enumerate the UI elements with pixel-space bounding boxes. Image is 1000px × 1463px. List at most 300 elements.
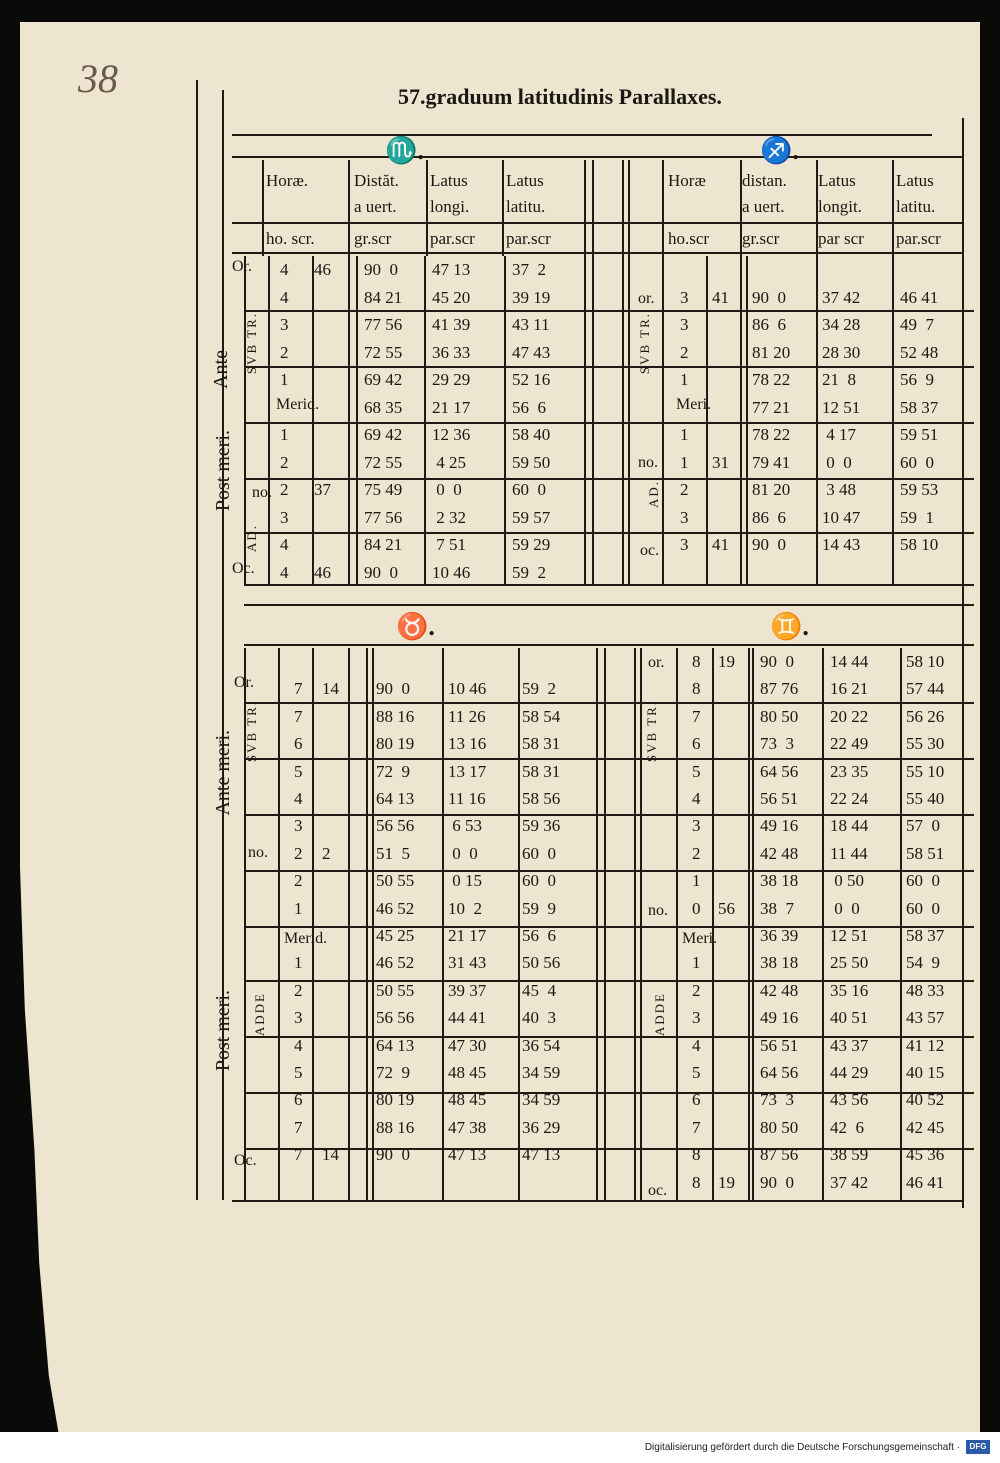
table-cell: 58 31 [522, 734, 561, 754]
footer-credit: Digitalisierung gefördert durch die Deutsche Forschungsgemeinschaft · [644, 1442, 960, 1453]
column-divider [900, 648, 902, 1200]
table-cell: 10 2 [448, 898, 482, 918]
table-cell: 59 1 [900, 507, 934, 527]
table-cell: 8 [692, 652, 701, 671]
table-cell: 46 41 [900, 287, 939, 307]
table-cell: 60 0 [900, 452, 934, 472]
table-cell: 60 0 [512, 480, 546, 499]
table-cell: 42 6 [830, 1117, 864, 1137]
table-cell: 11 26 [448, 706, 486, 726]
handwritten-page-number: 38 [78, 56, 118, 101]
sign-taurus: ♉. [396, 612, 435, 641]
table-cell: 3 [680, 507, 689, 527]
label-no-s: no. [648, 902, 668, 919]
table-cell: 5 [692, 761, 701, 781]
table-cell: 36 54 [522, 1035, 561, 1055]
table-cell: 3 [294, 1008, 303, 1028]
table-cell: 60 0 [522, 871, 556, 891]
table-cell: 20 22 [830, 706, 869, 726]
table-cell: 56 56 [376, 816, 415, 836]
table-cell: 47 13 [522, 1145, 561, 1165]
row-rule [244, 758, 974, 760]
header-lat-long-sub: longit. [818, 197, 862, 216]
table-cell: 28 30 [822, 342, 861, 362]
table-cell: 14 [322, 1145, 339, 1165]
table-cell: 37 42 [822, 287, 861, 307]
column-divider [278, 648, 280, 1200]
table-cell: 88 16 [376, 706, 415, 726]
table-cell: 49 16 [760, 816, 799, 836]
table-cell: 80 50 [760, 706, 799, 726]
table-cell: 86 6 [752, 507, 786, 527]
table-cell: 58 51 [906, 843, 945, 863]
table-cell: 72 55 [364, 452, 403, 472]
column-divider [312, 648, 314, 1200]
table-cell: 43 37 [830, 1035, 869, 1055]
table-cell: 21 17 [448, 926, 487, 945]
table-cell: 0 50 [830, 871, 864, 891]
header-lat-lat-sub: latitu. [506, 197, 546, 216]
table-cell: 77 56 [364, 315, 403, 334]
row-rule [244, 366, 974, 368]
table-cell: 10 47 [822, 507, 861, 527]
side-label-post-meri: Post meri. [212, 990, 234, 1072]
table-cell: 7 [294, 706, 303, 726]
header-divider [426, 160, 428, 256]
table-cell: 7 [294, 1145, 303, 1165]
table-cell: 2 [692, 843, 701, 863]
table-cell: 38 59 [830, 1145, 869, 1165]
dfg-logo: DFG [966, 1440, 990, 1454]
table-cell: 48 33 [906, 980, 945, 1000]
table-cell: 37 2 [512, 260, 546, 279]
label-oc-s: oc. [640, 542, 660, 559]
table-cell: 47 43 [512, 342, 551, 362]
header-hours: Horæ [668, 171, 706, 190]
column-divider [312, 256, 314, 584]
side-adde-1: ADDE [252, 992, 267, 1037]
column-divider [640, 648, 642, 1200]
column-divider [892, 256, 894, 584]
table-cell: 69 42 [364, 370, 403, 389]
table-cell: 59 2 [522, 679, 556, 699]
table-cell: 19 [718, 1172, 735, 1192]
table-cell: 90 0 [760, 652, 794, 671]
table-cell: 6 [294, 734, 303, 754]
table-cell: 46 52 [376, 953, 415, 973]
table-cell: 59 51 [900, 425, 939, 444]
table-cell: 2 [280, 452, 289, 472]
table-cell: 45 20 [432, 287, 471, 307]
table-cell: 68 35 [364, 397, 403, 417]
table-cell: 40 3 [522, 1008, 556, 1028]
table-cell: 21 8 [822, 370, 856, 389]
table-cell: 3 [280, 315, 289, 334]
table-cell: 0 15 [448, 871, 482, 891]
column-divider [676, 648, 678, 1200]
side-ad-2: AD. [646, 480, 661, 509]
table-cell: 49 7 [900, 315, 934, 334]
table-cell: 80 19 [376, 734, 415, 754]
row-rule [244, 478, 974, 480]
table-cell: 56 26 [906, 706, 945, 726]
table-cell: 2 [692, 980, 701, 1000]
table-cell: 6 [692, 734, 701, 754]
table-cell: 43 56 [830, 1090, 869, 1110]
header-lat-long-sub: longi. [430, 197, 470, 216]
footer-bar [0, 1432, 1000, 1463]
table-cell: 7 [692, 1117, 701, 1137]
table-cell: 2 [294, 843, 303, 863]
table-cell: 50 55 [376, 980, 415, 1000]
table-cell: 72 9 [376, 1063, 410, 1082]
table-cell: 5 [294, 761, 303, 781]
table-cell: 16 21 [830, 679, 869, 699]
table-cell: 58 10 [906, 652, 945, 671]
table-cell: 1 [294, 898, 303, 918]
table-cell: 7 [294, 679, 303, 699]
table-cell: 6 53 [448, 816, 482, 836]
row-rule [244, 532, 974, 534]
table-cell: 7 [294, 1117, 303, 1137]
table-cell: 12 51 [830, 926, 869, 945]
table-cell: 7 [692, 706, 701, 726]
side-adde-2: ADDE [652, 992, 667, 1037]
table-cell: 46 52 [376, 898, 415, 918]
page-title: 57.graduum latitudinis Parallaxes. [398, 84, 722, 109]
table-cell: 64 56 [760, 1063, 799, 1082]
table-cell: 3 [294, 816, 303, 836]
row-rule [244, 584, 974, 586]
header-lat-lat: Latus [896, 171, 934, 190]
table-cell: 38 18 [760, 871, 799, 891]
table-cell: 90 0 [752, 287, 786, 307]
table-cell: 58 56 [522, 789, 561, 808]
header-divider [892, 160, 894, 256]
side-ad-1: AD. [244, 524, 259, 553]
table-cell: 3 [692, 1008, 701, 1028]
header-hours: Horæ. [266, 171, 309, 190]
header-unit-par: par scr [818, 229, 864, 248]
header-rule [232, 222, 962, 224]
label-no-s: no. [638, 454, 658, 471]
table-cell: 31 [712, 452, 729, 472]
row-rule [244, 870, 974, 872]
table-cell: 3 [680, 535, 689, 554]
table-cell: 58 37 [900, 397, 939, 417]
table-cell: 0 0 [448, 843, 478, 863]
table-cell: 69 42 [364, 425, 403, 444]
side-label-ante: Ante [210, 350, 232, 389]
table-cell: 0 0 [432, 480, 462, 499]
table-cell: 2 32 [432, 507, 466, 527]
header-divider [502, 160, 504, 256]
table-cell: 2 [322, 843, 331, 863]
table-cell: 5 [294, 1063, 303, 1082]
column-divider [424, 256, 426, 584]
table-cell: 4 [280, 260, 289, 279]
column-divider [366, 648, 368, 1200]
table-cell: 3 [692, 816, 701, 836]
table-cell: 4 [294, 1035, 303, 1055]
table-cell: 56 56 [376, 1008, 415, 1028]
table-cell: 41 [712, 287, 729, 307]
label-or-s: or. [648, 654, 665, 671]
table-cell: 19 [718, 652, 735, 671]
table-cell: 1 [280, 370, 289, 389]
table-cell: 5 [692, 1063, 701, 1082]
top-rule [232, 134, 932, 136]
table-cell: 90 0 [760, 1172, 794, 1192]
table-cell: 13 16 [448, 734, 487, 754]
table-cell: 4 25 [432, 452, 466, 472]
table-cell: 40 52 [906, 1090, 945, 1110]
table-cell: 43 57 [906, 1008, 945, 1028]
column-divider [746, 256, 748, 584]
table-cell: 86 6 [752, 315, 786, 334]
table-cell: 1 [692, 953, 701, 973]
rule [232, 156, 964, 158]
table-cell: 14 43 [822, 535, 861, 554]
table-cell: 78 22 [752, 370, 791, 389]
header-divider [662, 160, 664, 256]
column-divider [372, 648, 374, 1200]
table-cell: 18 44 [830, 816, 869, 836]
table-cell: 52 16 [512, 370, 551, 389]
row-rule [244, 310, 974, 312]
table-cell: 0 [692, 898, 701, 918]
table-cell: 3 [280, 507, 289, 527]
table-cell: 38 7 [760, 898, 794, 918]
header-distance: Distăt. [354, 171, 399, 190]
column-divider [592, 256, 594, 584]
column-divider [518, 648, 520, 1200]
column-divider [604, 648, 606, 1200]
side-label-ante-meri: Ante meri. [212, 730, 234, 816]
table-cell: 4 [280, 287, 289, 307]
column-divider [816, 256, 818, 584]
table-cell: 73 3 [760, 1090, 794, 1110]
column-divider [822, 648, 824, 1200]
column-divider [504, 256, 506, 584]
header-distance-sub: a uert. [742, 197, 785, 216]
header-lat-long: Latus [818, 171, 856, 190]
table-cell: 8 [692, 1145, 701, 1165]
label-no: no. [252, 484, 272, 501]
header-divider [592, 160, 594, 256]
table-cell: 84 21 [364, 535, 403, 554]
table-cell: 6 [294, 1090, 303, 1110]
header-unit-hours: ho. scr. [266, 229, 315, 248]
table-cell: 50 56 [522, 953, 561, 973]
label-no: no. [248, 844, 268, 861]
table-cell: 56 [718, 898, 735, 918]
table-cell: 42 48 [760, 980, 799, 1000]
table-cell: 4 [280, 535, 289, 554]
table-cell: 47 30 [448, 1035, 487, 1055]
table-cell: 75 49 [364, 480, 403, 499]
table-cell: 8 [692, 679, 701, 699]
table-cell: 12 51 [822, 397, 861, 417]
table-cell: 41 12 [906, 1035, 945, 1055]
table-cell: 60 0 [522, 843, 556, 863]
table-cell: 3 [680, 287, 689, 307]
header-divider [816, 160, 818, 256]
header-unit-par2: par.scr [896, 229, 941, 248]
table-cell: 4 [692, 1035, 701, 1055]
table-cell: 87 76 [760, 679, 799, 699]
table-cell: 80 50 [760, 1117, 799, 1137]
header-distance: distan. [742, 171, 787, 190]
label-oc-s: oc. [648, 1182, 668, 1199]
table-cell: 47 13 [448, 1145, 487, 1165]
table-cell: 90 0 [364, 562, 398, 582]
table-cell: 22 24 [830, 789, 869, 808]
table-cell: 60 0 [906, 871, 940, 891]
label-meri: Meri. [682, 930, 718, 947]
header-unit-deg: gr.scr [742, 229, 780, 248]
table-cell: 0 0 [830, 898, 860, 918]
table-cell: 11 44 [830, 843, 868, 863]
table-cell: 36 33 [432, 342, 471, 362]
table-cell: 56 51 [760, 1035, 799, 1055]
table-cell: 1 [294, 953, 303, 973]
table-cell: 54 9 [906, 953, 940, 973]
table-cell: 29 29 [432, 370, 471, 389]
table-cell: 60 0 [906, 898, 940, 918]
label-oc: Oc. [232, 560, 255, 577]
table-cell: 34 28 [822, 315, 861, 334]
table-cell: 42 45 [906, 1117, 945, 1137]
column-divider [348, 648, 350, 1200]
column-divider [356, 256, 358, 584]
table-cell: 57 0 [906, 816, 940, 836]
table-cell: 90 0 [752, 535, 786, 554]
frame-left [196, 80, 198, 1200]
table-cell: 81 20 [752, 342, 791, 362]
column-divider [622, 256, 624, 584]
table-cell: 50 55 [376, 871, 415, 891]
column-divider [748, 648, 750, 1200]
table-cell: 38 18 [760, 953, 799, 973]
sign-gemini: ♊. [770, 612, 809, 641]
header-rule [232, 252, 962, 254]
table-cell: 11 16 [448, 789, 486, 808]
table-cell: 81 20 [752, 480, 791, 499]
table-cell: 1 [680, 452, 689, 472]
table-cell: 46 41 [906, 1172, 945, 1192]
column-divider [752, 648, 754, 1200]
table-cell: 40 15 [906, 1063, 945, 1082]
table-cell: 21 17 [432, 397, 471, 417]
table-cell: 44 29 [830, 1063, 869, 1082]
table-cell: 8 [692, 1172, 701, 1192]
table-cell: 58 31 [522, 761, 561, 781]
table-cell: 23 35 [830, 761, 869, 781]
table-cell: 47 13 [432, 260, 471, 279]
table-cell: 42 48 [760, 843, 799, 863]
side-subtr-4: SVB TR. [644, 700, 659, 763]
header-divider [262, 160, 264, 256]
table-cell: 58 10 [900, 535, 939, 554]
table-cell: 56 51 [760, 789, 799, 808]
table-cell: 55 40 [906, 789, 945, 808]
table-cell: 1 [680, 370, 689, 389]
table-cell: 48 45 [448, 1090, 487, 1110]
table-cell: 90 0 [376, 1145, 410, 1165]
table-cell: 2 [280, 480, 289, 499]
table-cell: 2 [294, 871, 303, 891]
table-cell: 78 22 [752, 425, 791, 444]
column-divider [596, 648, 598, 1200]
table-cell: 40 51 [830, 1008, 869, 1028]
table-cell: 1 [692, 871, 701, 891]
table-cell: 34 59 [522, 1063, 561, 1082]
column-divider [628, 256, 630, 584]
header-unit-hours: ho.scr [668, 229, 710, 248]
table-cell: 2 [280, 342, 289, 362]
table-cell: 56 9 [900, 370, 934, 389]
table-cell: 3 [680, 315, 689, 334]
table-cell: 73 3 [760, 734, 794, 754]
column-divider [662, 256, 664, 584]
frame-right [962, 118, 964, 1208]
table-cell: 59 53 [900, 480, 939, 499]
header-divider [622, 160, 624, 256]
header-lat-lat: Latus [506, 171, 544, 190]
table-cell: 39 37 [448, 980, 487, 1000]
table-cell: 72 9 [376, 761, 410, 781]
table-cell: 55 30 [906, 734, 945, 754]
table-cell: 59 9 [522, 898, 556, 918]
table-cell: 13 17 [448, 761, 487, 781]
label-meri: Meri. [676, 396, 712, 413]
column-divider [268, 256, 270, 584]
table-cell: 64 13 [376, 1035, 415, 1055]
table-cell: 10 46 [432, 562, 471, 582]
table-cell: 41 [712, 535, 729, 554]
table-cell: 45 25 [376, 926, 415, 945]
column-divider [634, 648, 636, 1200]
header-divider [740, 160, 742, 256]
table-cell: 57 44 [906, 679, 945, 699]
table-cell: 22 49 [830, 734, 869, 754]
table-cell: 2 [680, 480, 689, 499]
header-divider [584, 160, 586, 256]
header-lat-long: Latus [430, 171, 468, 190]
table-cell: 4 [294, 789, 303, 808]
table-cell: 58 37 [906, 926, 945, 945]
table-cell: 36 39 [760, 926, 799, 945]
column-divider [584, 256, 586, 584]
table-cell: 2 [294, 980, 303, 1000]
table-cell: 2 [680, 342, 689, 362]
label-or: Or. [234, 674, 254, 691]
table-cell: 59 2 [512, 562, 546, 582]
label-merid: Merid. [276, 396, 320, 413]
table-cell: 72 55 [364, 342, 403, 362]
header-unit-par2: par.scr [506, 229, 551, 248]
table-cell: 36 29 [522, 1117, 561, 1137]
table-cell: 31 43 [448, 953, 487, 973]
table-cell: 51 5 [376, 843, 410, 863]
table-cell: 77 56 [364, 507, 403, 527]
table-cell: 90 0 [364, 260, 398, 279]
table-cell: 12 36 [432, 425, 471, 444]
table-cell: 39 19 [512, 287, 551, 307]
table-cell: 3 48 [822, 480, 856, 499]
label-or: Or. [232, 258, 252, 275]
